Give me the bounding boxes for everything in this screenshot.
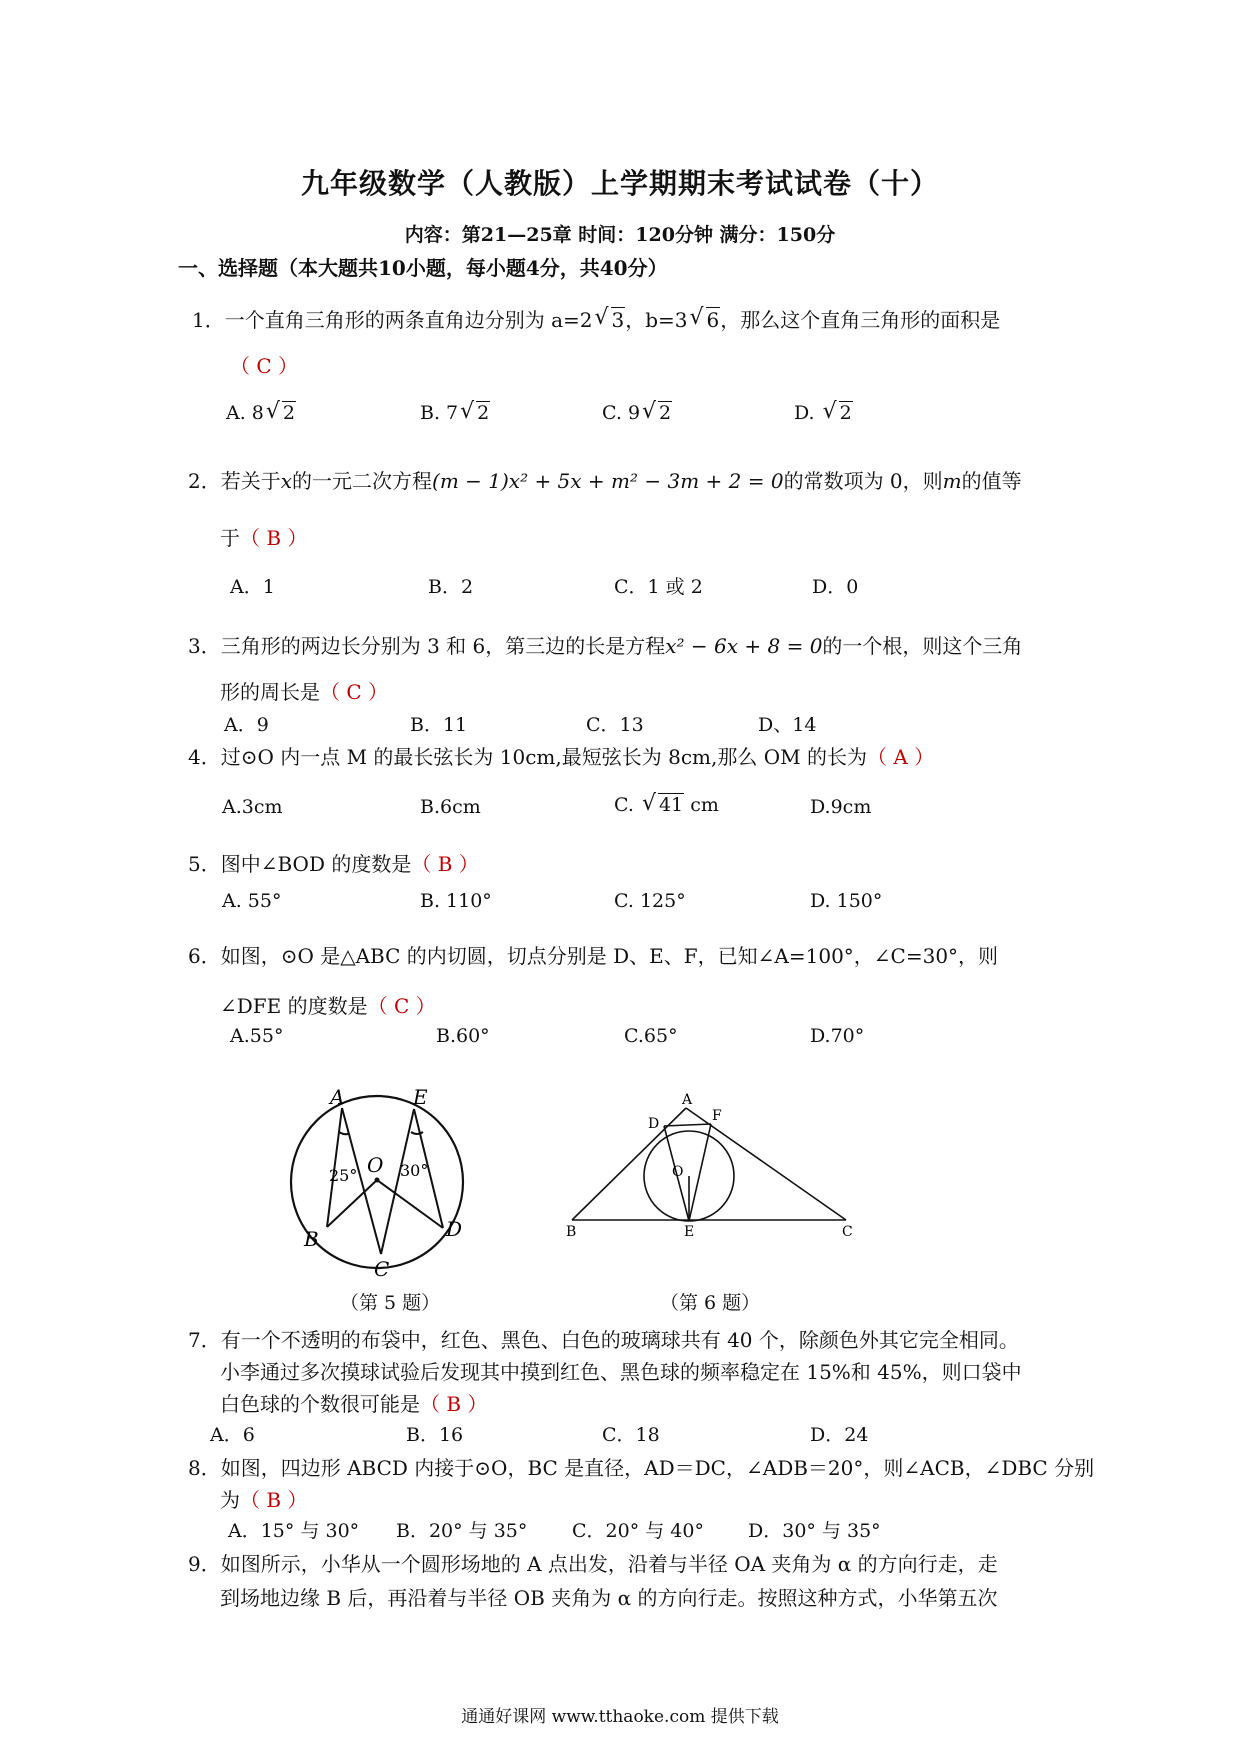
question-9-line2: 到场地边缘 B 后，再沿着与半径 OB 夹角为 α 的方向行走。按照这种方式，小华第五次 (220, 1586, 998, 1610)
option-5c: C. 125° (614, 890, 686, 912)
fig5-line-EC (381, 1109, 414, 1254)
option-1c: C. 9 √ 2 (602, 399, 672, 424)
answer-7: （ B ） (420, 1392, 488, 1416)
fig5-label-B: B (304, 1227, 319, 1251)
fig5-label-E: E (413, 1085, 428, 1109)
fig5-line-OB (327, 1180, 377, 1227)
option-5a: A. 55° (222, 890, 282, 912)
option-8c: C．20° 与 40° (572, 1520, 704, 1542)
option-4c: C. √ 41 cm (614, 791, 719, 816)
fig6-label-D: D (648, 1116, 660, 1132)
radical-sqrt6: √ 6 (689, 305, 720, 332)
option-4b: B.6cm (420, 796, 481, 818)
figure-5-diagram (280, 1080, 490, 1280)
option-4d: D.9cm (810, 796, 872, 818)
question-7-line2: 小李通过多次摸球试验后发现其中摸到红色、黑色球的频率稳定在 15%和 45%，则口袋中 (220, 1360, 1022, 1384)
option-5d: D. 150° (810, 890, 883, 912)
option-3a: A．9 (224, 714, 269, 736)
option-7b: B．16 (406, 1424, 464, 1446)
option-6c: C.65° (624, 1025, 678, 1047)
question-8-line1: 8．如图，四边形 ABCD 内接于⊙O，BC 是直径，AD＝DC，∠ADB＝20°，则∠ACB，∠DBC 分别 (188, 1456, 1095, 1480)
question-4: 4．过⊙O 内一点 M 的最长弦长为 10cm,最短弦长为 8cm,那么 OM 的长为（ A ） (188, 745, 935, 769)
option-1a: A. 8 √ 2 (226, 399, 295, 424)
question-7-line1: 7．有一个不透明的布袋中，红色、黑色、白色的玻璃球共有 40 个，除颜色外其它完全相同。 (188, 1328, 1019, 1352)
figure-6-caption: （第 6 题） (660, 1292, 761, 1314)
option-7d: D．24 (810, 1424, 869, 1446)
question-2: 2．若关于x的一元二次方程(m − 1)x² + 5x + m² − 3m + 2 = 0的常数项为 0，则m的值等 (188, 469, 1022, 493)
option-2c: C．1 或 2 (614, 576, 703, 598)
option-6b: B.60° (436, 1025, 490, 1047)
fig5-label-O: O (367, 1153, 384, 1177)
exam-info: 内容：第21—25章 时间：120分钟 满分：150分 (404, 224, 836, 246)
radical-sqrt3: √ 3 (594, 305, 625, 332)
figure-6-diagram (560, 1090, 860, 1240)
option-2d: D．0 (812, 576, 859, 598)
option-1b: B. 7 √ 2 (420, 399, 490, 424)
question-6: 6．如图，⊙O 是△ABC 的内切圆，切点分别是 D、E、F，已知∠A=100°，∠C=30°，则 (188, 944, 999, 968)
option-7c: C．18 (602, 1424, 660, 1446)
question-6-cont: ∠DFE 的度数是（ C ） (220, 994, 436, 1018)
fig6-side-AB (572, 1108, 686, 1220)
option-6d: D.70° (810, 1025, 865, 1047)
option-3d: D、14 (758, 714, 817, 736)
option-8a: A．15° 与 30° (228, 1520, 360, 1542)
answer-2: （ B ） (240, 526, 308, 550)
question-5: 5．图中∠BOD 的度数是（ B ） (188, 852, 479, 876)
fig6-label-F: F (712, 1108, 722, 1124)
question-1: 1．一个直角三角形的两条直角边分别为 a=2 √ 3，b=3 √ 6，那么这个直角三角形的面积是 (192, 305, 1001, 332)
fig5-label-A: A (330, 1085, 345, 1109)
footer-source: 通通好课网 www.tthaoke.com 提供下载 (461, 1707, 779, 1727)
fig5-label-D: D (446, 1217, 463, 1241)
question-3-cont: 形的周长是（ C ） (220, 680, 389, 704)
answer-3: （ C ） (320, 680, 389, 704)
option-8b: B．20° 与 35° (396, 1520, 528, 1542)
fig6-label-C: C (842, 1224, 853, 1240)
fig6-label-A: A (682, 1092, 693, 1108)
fig5-center-dot (375, 1178, 380, 1183)
answer-8: （ B ） (240, 1488, 308, 1512)
answer-5: （ B ） (411, 852, 479, 876)
fig6-label-E: E (684, 1224, 695, 1240)
option-6a: A.55° (230, 1025, 284, 1047)
fig6-label-O: O (672, 1164, 684, 1180)
question-9-line1: 9．如图所示，小华从一个圆形场地的 A 点出发，沿着与半径 OA 夹角为 α 的方向行走，走 (188, 1552, 998, 1576)
fig6-line-FE (689, 1124, 711, 1221)
exam-title: 九年级数学（人教版）上学期期末考试试卷（十） (300, 167, 939, 200)
figure-5-caption: （第 5 题） (340, 1292, 441, 1314)
option-3b: B．11 (410, 714, 468, 736)
option-2a: A．1 (230, 576, 275, 598)
fig5-arc-30 (411, 1132, 423, 1134)
option-4a: A.3cm (222, 796, 283, 818)
fig5-label-ang1: 25° (329, 1166, 358, 1185)
question-2-cont: 于（ B ） (220, 526, 308, 550)
option-8d: D．30° 与 35° (748, 1520, 881, 1542)
option-1d: D. √ 2 (794, 399, 852, 424)
option-7a: A．6 (210, 1424, 255, 1446)
fig6-label-B: B (566, 1224, 577, 1240)
answer-1: （ C ） (230, 354, 299, 378)
equation-q2: (m − 1)x² + 5x + m² − 3m + 2 = 0 (432, 469, 784, 493)
question-3: 3．三角形的两边长分别为 3 和 6，第三边的长是方程x² − 6x + 8 = 0的一个根，则这个三角 (188, 634, 1023, 658)
option-5b: B. 110° (420, 890, 492, 912)
option-2b: B．2 (428, 576, 474, 598)
question-7-line3: 白色球的个数很可能是（ B ） (220, 1392, 488, 1416)
answer-4: （ A ） (866, 745, 935, 769)
equation-q3: x² − 6x + 8 = 0 (665, 634, 823, 658)
question-8-line2: 为（ B ） (220, 1488, 308, 1512)
fig6-line-DF (664, 1124, 711, 1126)
fig5-label-ang2: 30° (400, 1161, 429, 1180)
section-title: 一、选择题（本大题共10小题，每小题4分，共40分） (178, 256, 668, 280)
option-3c: C．13 (586, 714, 644, 736)
answer-6: （ C ） (367, 994, 436, 1018)
fig5-label-C: C (374, 1257, 390, 1280)
